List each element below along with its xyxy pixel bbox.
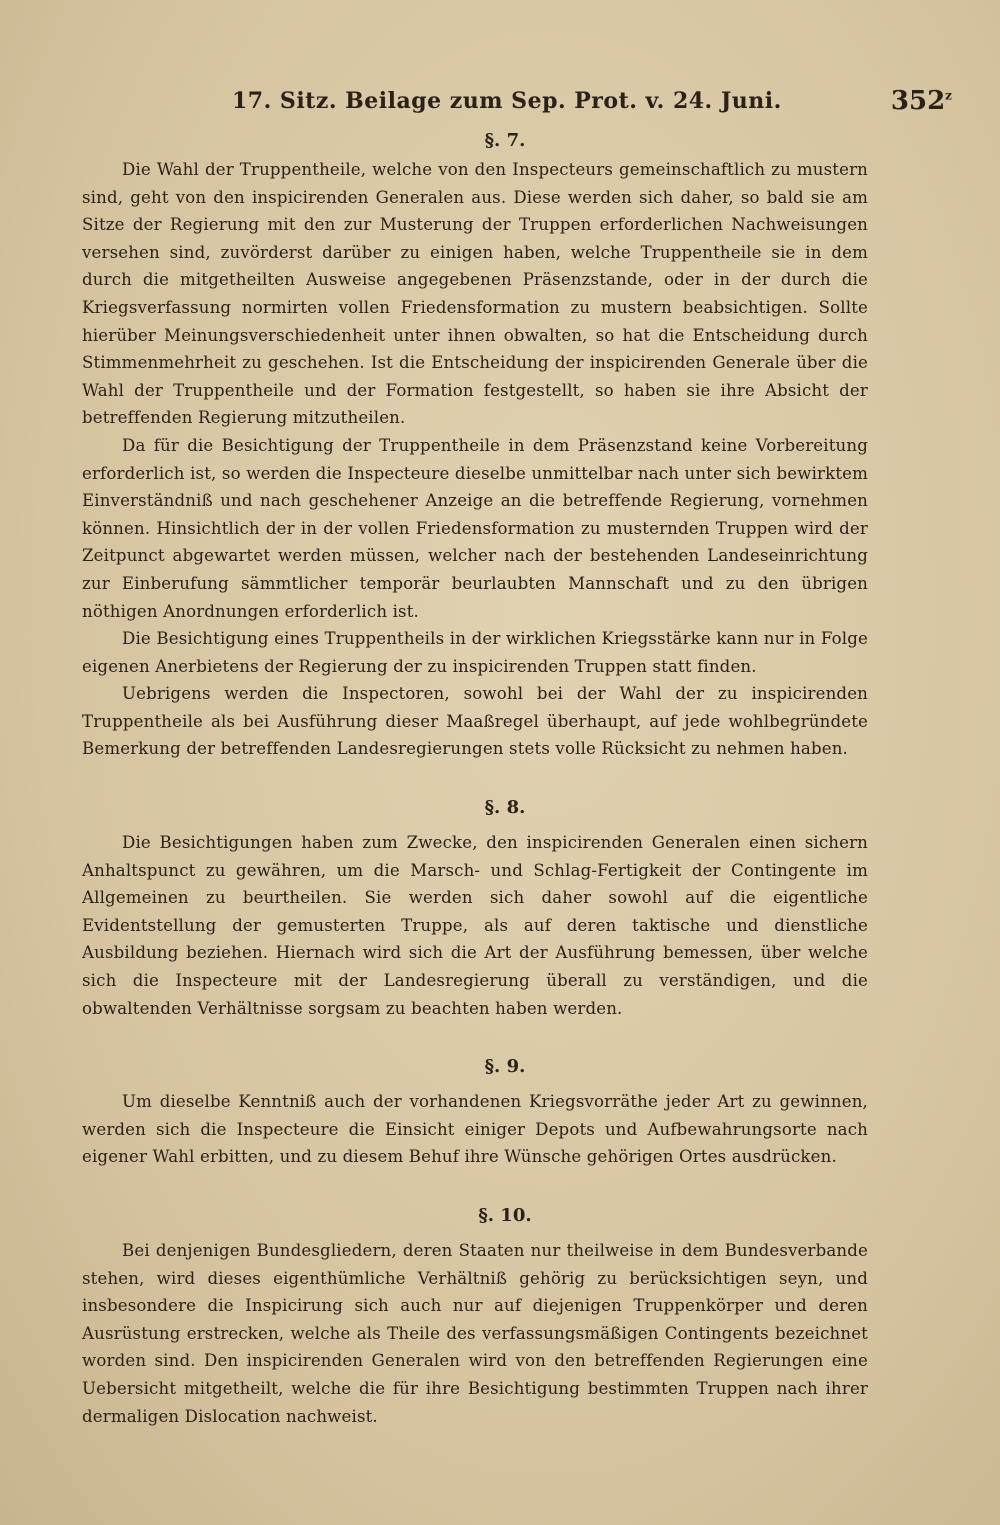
section-8 — [82, 793, 868, 1022]
page-number-value: 352 — [890, 86, 946, 116]
paragraph: Um dieselbe Kenntniß auch der vorhandenen Kriegsvorräthe jeder Art zu gewinnen, werden sich die Inspecteure die Einsicht einiger Depots und Aufbewahrungsorte nach eigener Wahl erbitten, und zu diesem Behuf ihre Wünsche gehörigen Ortes ausdrücken. — [82, 1092, 868, 1167]
page-number-sup: z — [945, 88, 952, 103]
section-heading: §. 9. — [484, 1056, 526, 1078]
paragraph: Die Wahl der Truppentheile, welche von den Inspecteurs gemeinschaftlich zu mustern sind, geht von den inspicirenden Generalen aus. Diese werden sich daher, so bald sie am Sitze der Regierung mit den zur Musterung der Truppen erforderlichen Nachweisungen versehen sind, zuvörderst darüber zu einigen haben, welche Truppentheile sie in dem durch die mitgetheilten Ausweise angegebenen Präsenzstande, oder in der durch die Kriegsverfassung normirten vollen Friedensformation zu mustern beabsichtigen. Sollte hierüber Meinungsverschiedenheit unter ihnen obwalten, so hat die Entscheidung durch Stimmenmehrheit zu geschehen. Ist die Entscheidung der inspicirenden Generale über die Wahl der Truppentheile und der Formation festgestellt, so haben sie ihre Absicht der betreffenden Regierung mitzutheilen. — [82, 160, 868, 428]
paragraph: Bei denjenigen Bundesgliedern, deren Staaten nur theilweise in dem Bundesverbande stehen, wird dieses eigenthümliche Verhältniß gehörig zu berücksichtigen seyn, und insbesondere die Inspicirung sich auch nur auf diejenigen Truppenkörper und deren Ausrüstung erstrecken, welche als Theile des verfassungsmäßigen Contingents bezeichnet worden sind. Den inspicirenden Generalen wird von den betreffenden Regierungen eine Uebersicht mitgetheilt, welche die für ihre Besichtigung bestimmten Truppen nach ihrer dermaligen Dislocation nachweist. — [82, 1241, 868, 1426]
section-heading: §. 7. — [484, 130, 526, 151]
section-7 — [82, 126, 868, 763]
paragraph: Uebrigens werden die Inspectoren, sowohl bei der Wahl der zu inspicirenden Truppentheile als bei Ausführung dieser Maaßregel überhaupt, auf jede wohlbegründete Bemerkung der betreffenden Landesregierungen stets volle Rücksicht zu nehmen haben. — [82, 684, 868, 759]
section-9 — [82, 1052, 868, 1171]
paragraph: Die Besichtigung eines Truppentheils in der wirklichen Kriegsstärke kann nur in Folge eigenen Anerbietens der Regierung der zu inspicirenden Truppen statt finden. — [82, 629, 868, 676]
paragraph: Da für die Besichtigung der Truppentheile in dem Präsenzstand keine Vorbereitung erforderlich ist, so werden die Inspecteure dieselbe unmittelbar nach unter sich bewirktem Einverständniß und nach geschehener Anzeige an die betreffende Regierung, vornehmen können. Hinsichtlich der in der vollen Friedensformation zu musternden Truppen wird der Zeitpunct abgewartet werden müssen, welcher nach der bestehenden Landeseinrichtung zur Einberufung sämmtlicher temporär beurlaubten Mannschaft und zu den übrigen nöthigen Anordnungen erforderlich ist. — [82, 435, 868, 621]
section-heading: §. 8. — [484, 797, 526, 819]
paragraph: Die Besichtigungen haben zum Zwecke, den inspicirenden Generalen einen sichern Anhaltspunct zu gewähren, um die Marsch- und Schlag-Fertigkeit der Contingente im Allgemeinen zu beurtheilen. Sie werden sich daher sowohl auf die eigentliche Evidentstellung der gemusterten Truppe, als auf deren taktische und dienstliche Ausbildung beziehen. Hiernach wird sich die Art der Ausführung bemessen, über welche sich die Inspecteure mit der Landesregierung überall zu verständigen, und die obwaltenden Verhältnisse sorgsam zu beachten haben werden. — [82, 833, 868, 1018]
page-header — [82, 84, 952, 120]
page-number — [891, 86, 952, 116]
section-heading: §. 10. — [478, 1205, 532, 1226]
section-10 — [82, 1201, 868, 1430]
header-title: 17. Sitz. Beilage zum Sep. Prot. v. 24. Juni. — [232, 88, 782, 114]
